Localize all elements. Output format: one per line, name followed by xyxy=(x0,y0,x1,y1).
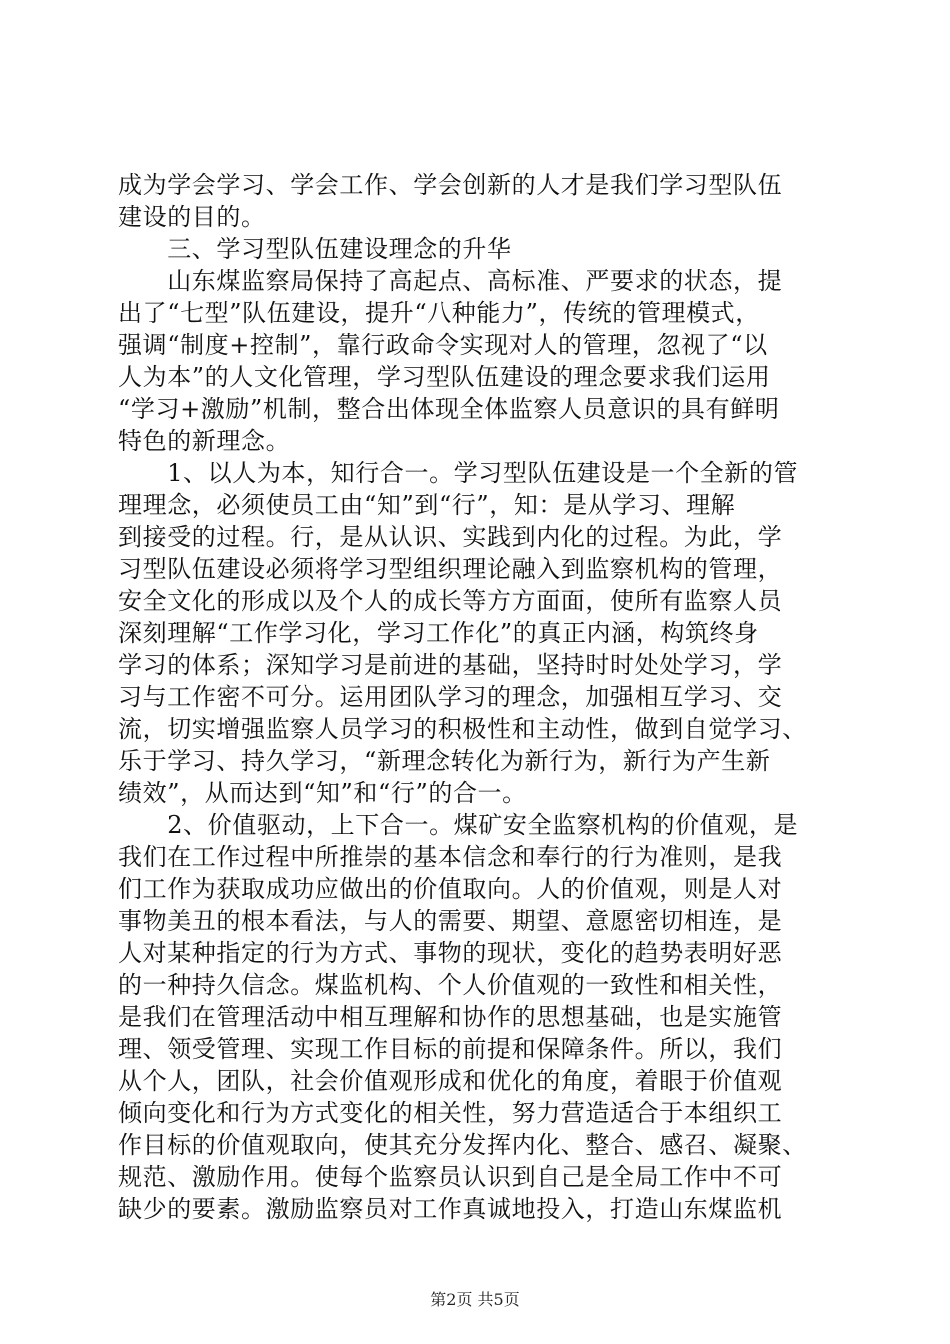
text-line: 人对某种指定的行为方式、事物的现状，变化的趋势表明好恶 xyxy=(118,939,783,967)
text-line: 乐于学习、持久学习，“新理念转化为新行为，新行为产生新 xyxy=(118,747,771,775)
text-line: 安全文化的形成以及个人的成长等方方面面，使所有监察人员 xyxy=(118,587,783,615)
text-line: 到接受的过程。行，是从认识、实践到内化的过程。为此，学 xyxy=(118,523,783,551)
text-line: 倾向变化和行为方式变化的相关性，努力营造适合于本组织工 xyxy=(118,1099,783,1127)
text-line: 的一种持久信念。煤监机构、个人价值观的一致性和相关性， xyxy=(118,971,783,999)
text-line: 三、学习型队伍建设理念的升华 xyxy=(118,235,512,263)
document-body xyxy=(118,169,838,1225)
text-line: 山东煤监察局保持了高起点、高标准、严要求的状态，提 xyxy=(118,267,783,295)
text-line: 习型队伍建设必须将学习型组织理论融入到监察机构的管理， xyxy=(118,555,783,583)
text-line: 们工作为获取成功应做出的价值取向。人的价值观，则是人对 xyxy=(118,875,783,903)
text-line: 是我们在管理活动中相互理解和协作的思想基础，也是实施管 xyxy=(118,1003,783,1031)
text-line: 作目标的价值观取向，使其充分发挥内化、整合、感召、凝聚、 xyxy=(118,1131,807,1159)
text-line: 深刻理解“工作学习化，学习工作化”的真正内涵，构筑终身 xyxy=(118,619,759,647)
text-line: 2、价值驱动，上下合一。煤矿安全监察机构的价值观，是 xyxy=(118,811,799,839)
text-line: 流，切实增强监察人员学习的积极性和主动性，做到自觉学习、 xyxy=(118,715,807,743)
text-line: 绩效”，从而达到“知”和“行”的合一。 xyxy=(118,779,527,807)
text-line: 成为学会学习、学会工作、学会创新的人才是我们学习型队伍 xyxy=(118,171,783,199)
text-line: 1、以人为本，知行合一。学习型队伍建设是一个全新的管 xyxy=(118,459,799,487)
text-line: 出了“七型”队伍建设，提升“八种能力”，传统的管理模式， xyxy=(118,299,760,327)
text-line: 理、领受管理、实现工作目标的前提和保障条件。所以，我们 xyxy=(118,1035,783,1063)
text-line: 理理念，必须使员工由“知”到“行”，知：是从学习、理解 xyxy=(118,491,736,519)
text-line: 强调“制度+控制”，靠行政命令实现对人的管理，忽视了“以 xyxy=(118,331,768,359)
text-line: 规范、激励作用。使每个监察员认识到自己是全局工作中不可 xyxy=(118,1163,783,1191)
text-line: “学习+激励”机制，整合出体现全体监察人员意识的具有鲜明 xyxy=(118,395,780,423)
text-line: 从个人，团队，社会价值观形成和优化的角度，着眼于价值观 xyxy=(118,1067,783,1095)
text-line: 人为本”的人文化管理，学习型队伍建设的理念要求我们运用 xyxy=(118,363,771,391)
text-line: 特色的新理念。 xyxy=(118,427,291,455)
text-line: 习与工作密不可分。运用团队学习的理念，加强相互学习、交 xyxy=(118,683,783,711)
page-footer: 第2页 共5页 xyxy=(430,1290,520,1309)
text-line: 我们在工作过程中所推崇的基本信念和奉行的行为准则，是我 xyxy=(118,843,783,871)
text-line: 缺少的要素。激励监察员对工作真诚地投入，打造山东煤监机 xyxy=(118,1195,783,1223)
text-line: 建设的目的。 xyxy=(118,203,266,231)
text-line: 学习的体系；深知学习是前进的基础，坚持时时处处学习，学 xyxy=(118,651,783,679)
text-line: 事物美丑的根本看法，与人的需要、期望、意愿密切相连，是 xyxy=(118,907,783,935)
